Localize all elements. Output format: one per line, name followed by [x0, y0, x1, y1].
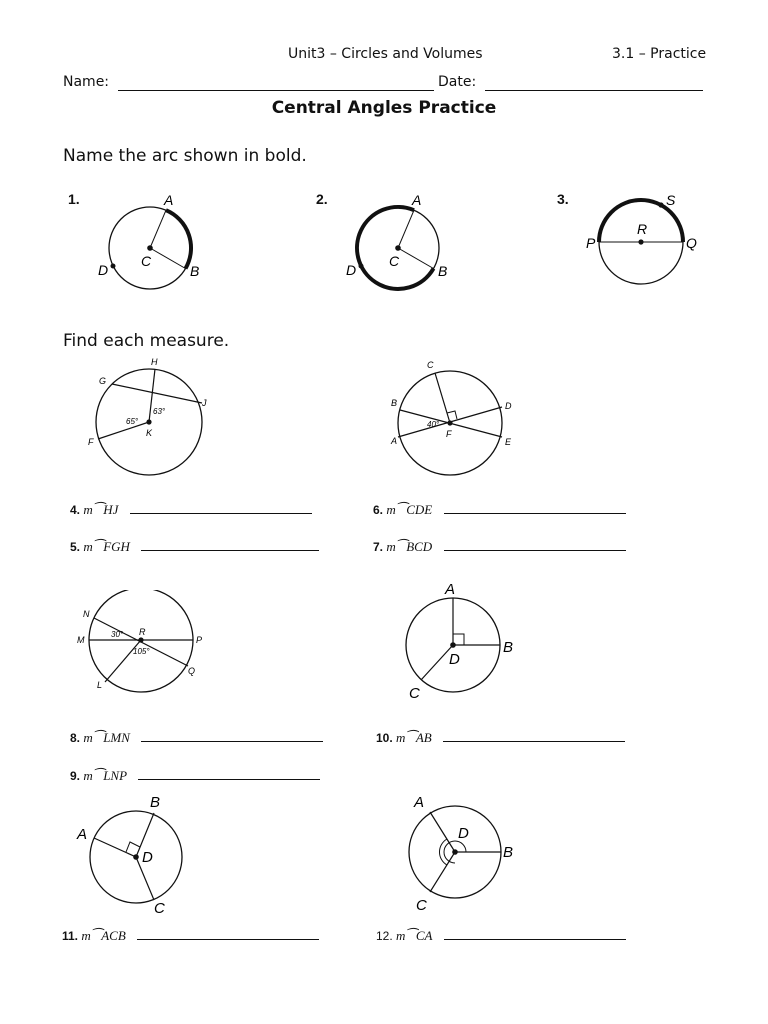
label-D: D [458, 825, 469, 842]
label-B: B [391, 398, 398, 408]
part1-heading: Name the arc shown in bold. [63, 146, 307, 166]
figure-1-circle [90, 188, 220, 298]
label-N: N [83, 609, 90, 619]
label-D: D [98, 262, 109, 278]
figure-8-circle [75, 590, 210, 700]
label-D: D [346, 262, 357, 278]
label-J: J [202, 398, 207, 408]
page-title: Central Angles Practice [271, 98, 497, 118]
section-number: 3.1 – Practice [612, 46, 707, 62]
figure-10-circle [395, 572, 535, 704]
answer-blank[interactable] [138, 769, 320, 780]
label-A: A [412, 192, 422, 208]
label-C: C [409, 685, 420, 702]
label-E: E [505, 437, 512, 447]
label-D: D [449, 651, 460, 668]
problem-6: 6. m⁀CDE [373, 502, 626, 518]
problem-number: 2. [316, 191, 328, 207]
label-A: A [445, 581, 456, 598]
answer-blank[interactable] [444, 503, 626, 514]
problem-number: 3. [557, 191, 569, 207]
label-K: K [146, 428, 153, 438]
figure-2-circle [338, 188, 468, 298]
figure-11-circle [70, 790, 200, 918]
problem-11: 11. m⁀ACB [62, 928, 319, 944]
label-A: A [164, 192, 174, 208]
label-A: A [391, 436, 398, 446]
label-G: G [99, 376, 107, 386]
label-R: R [637, 221, 648, 237]
label-C: C [427, 360, 434, 370]
answer-blank[interactable] [141, 731, 323, 742]
name-label: Name: [63, 74, 110, 90]
angle-30: 30° [111, 630, 124, 639]
answer-blank[interactable] [137, 929, 319, 940]
label-B: B [438, 263, 448, 279]
label-P: P [196, 635, 203, 645]
label-F: F [446, 429, 452, 439]
answer-blank[interactable] [443, 731, 625, 742]
label-D: D [505, 401, 512, 411]
label-B: B [150, 794, 161, 811]
label-C: C [389, 253, 400, 269]
unit-title: Unit3 – Circles and Volumes [288, 46, 483, 62]
figure-6-circle [385, 355, 520, 485]
problem-7: 7. m⁀BCD [373, 539, 626, 555]
problem-10: 10. m⁀AB [376, 730, 625, 746]
label-Q: Q [686, 235, 697, 251]
label-R: R [139, 627, 146, 637]
problem-5: 5. m⁀FGH [70, 539, 319, 555]
part2-heading: Find each measure. [63, 331, 230, 351]
label-A: A [414, 794, 425, 811]
answer-blank[interactable] [130, 503, 312, 514]
label-S: S [666, 192, 676, 208]
figure-12-circle [400, 790, 530, 918]
label-C: C [154, 900, 165, 917]
figure-3-circle [580, 188, 710, 293]
problem-9: 9. m⁀LNP [70, 768, 320, 784]
label-H: H [151, 357, 158, 367]
problem-12: 12. m⁀CA [376, 928, 626, 944]
label-C: C [141, 253, 152, 269]
angle-105: 105° [133, 647, 150, 656]
label-L: L [97, 680, 103, 690]
label-P: P [586, 235, 596, 251]
problem-8: 8. m⁀LMN [70, 730, 323, 746]
problem-4: 4. m⁀HJ [70, 502, 312, 518]
name-field[interactable] [118, 90, 434, 91]
angle-63: 63° [153, 407, 166, 416]
label-C: C [416, 897, 427, 914]
label-A: A [77, 826, 88, 843]
answer-blank[interactable] [444, 929, 626, 940]
label-M: M [77, 635, 85, 645]
problem-number: 1. [68, 191, 80, 207]
label-F: F [88, 437, 94, 447]
figure-4-circle [85, 355, 215, 485]
answer-blank[interactable] [444, 540, 626, 551]
label-Q: Q [188, 666, 196, 676]
angle-65: 65° [126, 417, 139, 426]
label-B: B [503, 844, 514, 861]
label-B: B [503, 639, 514, 656]
date-label: Date: [438, 74, 477, 90]
date-field[interactable] [485, 90, 703, 91]
label-D: D [142, 849, 153, 866]
angle-40: 40° [427, 420, 440, 429]
label-B: B [190, 263, 200, 279]
answer-blank[interactable] [141, 540, 319, 551]
